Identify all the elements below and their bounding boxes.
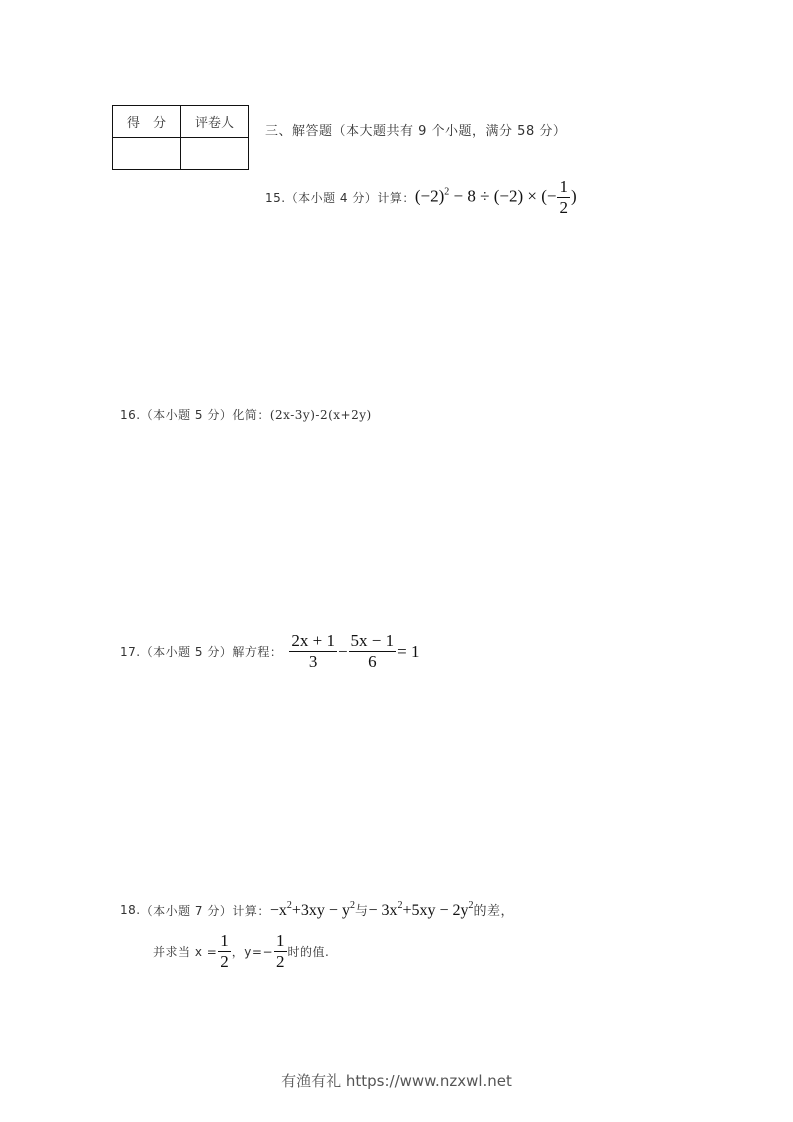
condition-mid: ，y=− [231,945,274,959]
question-number: 15. [265,190,286,205]
question-prefix: （本小题 5 分）解方程： [140,645,283,659]
question-prefix: （本小题 7 分）计算： [140,903,270,918]
math-expression: $-x^2+3xy - y^2$与− $3x^2+5xy - 2y^2$的差， [269,900,515,919]
question-number: 16. [120,407,141,422]
question-16 [120,406,372,423]
question-15 [265,178,577,217]
grader-header: 评卷人 [181,106,249,138]
grader-cell[interactable] [181,138,249,170]
fraction-y: $\frac{1}{2}$ [276,931,285,971]
math-expression: (2x-3y)-2(x+2y) [269,407,372,422]
condition-prefix: 并求当 x = [153,945,218,959]
math-expression: $\frac{2x + 1}{3}$ − $\frac{5x - 1}{6}$ = 1 [291,631,420,671]
score-cell[interactable] [113,138,181,170]
question-number: 17. [120,644,141,659]
fraction: $\frac{2x + 1}{3}$ [291,631,335,671]
footer-watermark[interactable]: 有渔有礼 https://www.nzxwl.net [281,1072,512,1090]
score-table [112,105,249,170]
fraction: $\frac{5x - 1}{6}$ [350,631,395,671]
question-number: 18. [120,903,141,917]
condition-suffix: 时的值. [287,945,330,959]
question-prefix: （本小题 4 分）计算： [285,191,415,205]
question-prefix: （本小题 5 分）化简： [140,408,270,422]
section-title: 三、解答题（本大题共有 9 个小题，满分 58 分） [265,124,567,139]
question-17 [120,632,419,671]
question-18-line-2 [153,932,329,971]
fraction: $\frac{1}{2}$ [559,177,568,217]
question-18 [120,900,514,920]
math-expression: $(-2)^2 - 8 \div (-2)$ × (− $\frac{1}{2}$ ) [414,177,577,217]
fraction-x: $\frac{1}{2}$ [220,931,229,971]
score-header: 得 分 [113,106,181,138]
